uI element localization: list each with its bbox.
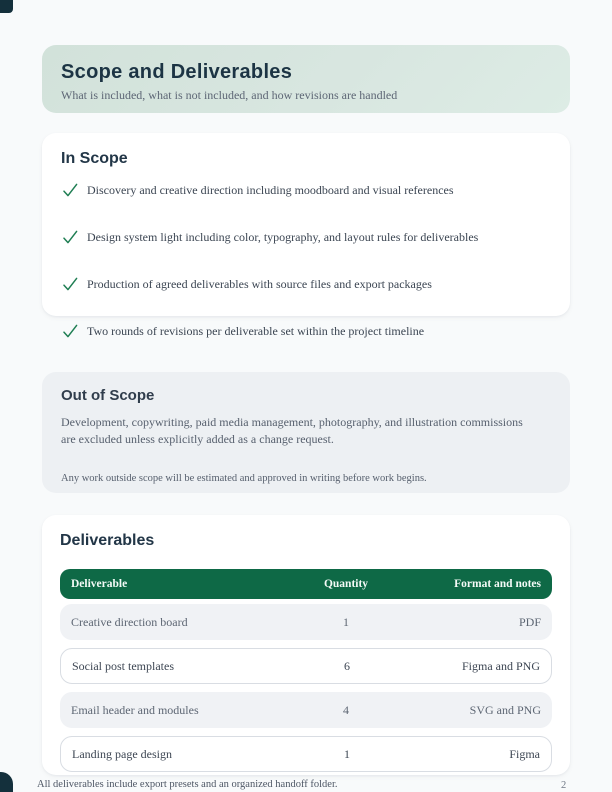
list-item <box>61 323 551 340</box>
cell-deliverable: Creative direction board <box>71 614 188 629</box>
page-corner-mark-top <box>0 0 13 13</box>
page-number: 2 <box>561 780 567 791</box>
list-item-text: Two rounds of revisions per deliverable set within the project timeline <box>87 324 425 338</box>
list-item <box>61 182 551 199</box>
cell-format: Figma <box>509 746 540 761</box>
list-item-text: Production of agreed deliverables with source files and export packages <box>87 277 432 291</box>
in-scope-card <box>42 133 570 338</box>
cell-quantity: 1 <box>344 746 350 761</box>
check-icon <box>62 277 78 297</box>
table-row <box>60 736 552 772</box>
cell-quantity: 4 <box>343 702 349 717</box>
page-title: Scope and Deliverables <box>61 61 293 83</box>
footer-note: All deliverables include export presets and an organized handoff folder. <box>37 779 338 790</box>
column-header-deliverable: Deliverable <box>71 578 128 590</box>
cell-quantity: 1 <box>343 614 349 629</box>
list-item-text: Discovery and creative direction including moodboard and visual references <box>87 183 454 197</box>
deliverables-card <box>42 515 570 775</box>
cell-deliverable: Landing page design <box>72 746 172 761</box>
list-item <box>61 276 551 293</box>
column-header-format: Format and notes <box>454 578 541 590</box>
cell-format: Figma and PNG <box>462 658 540 673</box>
column-header-quantity: Quantity <box>323 578 369 590</box>
cell-quantity: 6 <box>344 658 350 673</box>
deliverables-table <box>60 569 552 772</box>
page-subtitle: What is included, what is not included, and how revisions are handled <box>61 88 398 102</box>
out-of-scope-note: Any work outside scope will be estimated and approved in writing before work begins. <box>61 473 427 484</box>
check-icon <box>62 230 78 250</box>
cell-format: SVG and PNG <box>469 702 541 717</box>
header-banner <box>42 45 570 113</box>
check-icon <box>62 324 78 344</box>
in-scope-heading: In Scope <box>61 150 128 167</box>
deliverables-heading: Deliverables <box>60 532 155 549</box>
out-of-scope-body: Development, copywriting, paid media management, photography, and illustration commissions are excluded unless explicitly added as a change request. <box>61 415 523 446</box>
table-header-row <box>60 569 552 599</box>
cell-deliverable: Social post templates <box>72 658 174 673</box>
out-of-scope-heading: Out of Scope <box>61 387 155 404</box>
cell-deliverable: Email header and modules <box>71 702 199 717</box>
table-row <box>60 692 552 728</box>
table-row <box>60 648 552 684</box>
list-item-text: Design system light including color, typography, and layout rules for deliverables <box>87 230 479 244</box>
out-of-scope-card <box>42 372 570 493</box>
check-icon <box>62 183 78 203</box>
list-item <box>61 229 551 246</box>
cell-format: PDF <box>518 614 541 629</box>
page-corner-mark-bottom <box>0 772 13 792</box>
in-scope-list <box>61 182 551 340</box>
table-row <box>60 604 552 640</box>
